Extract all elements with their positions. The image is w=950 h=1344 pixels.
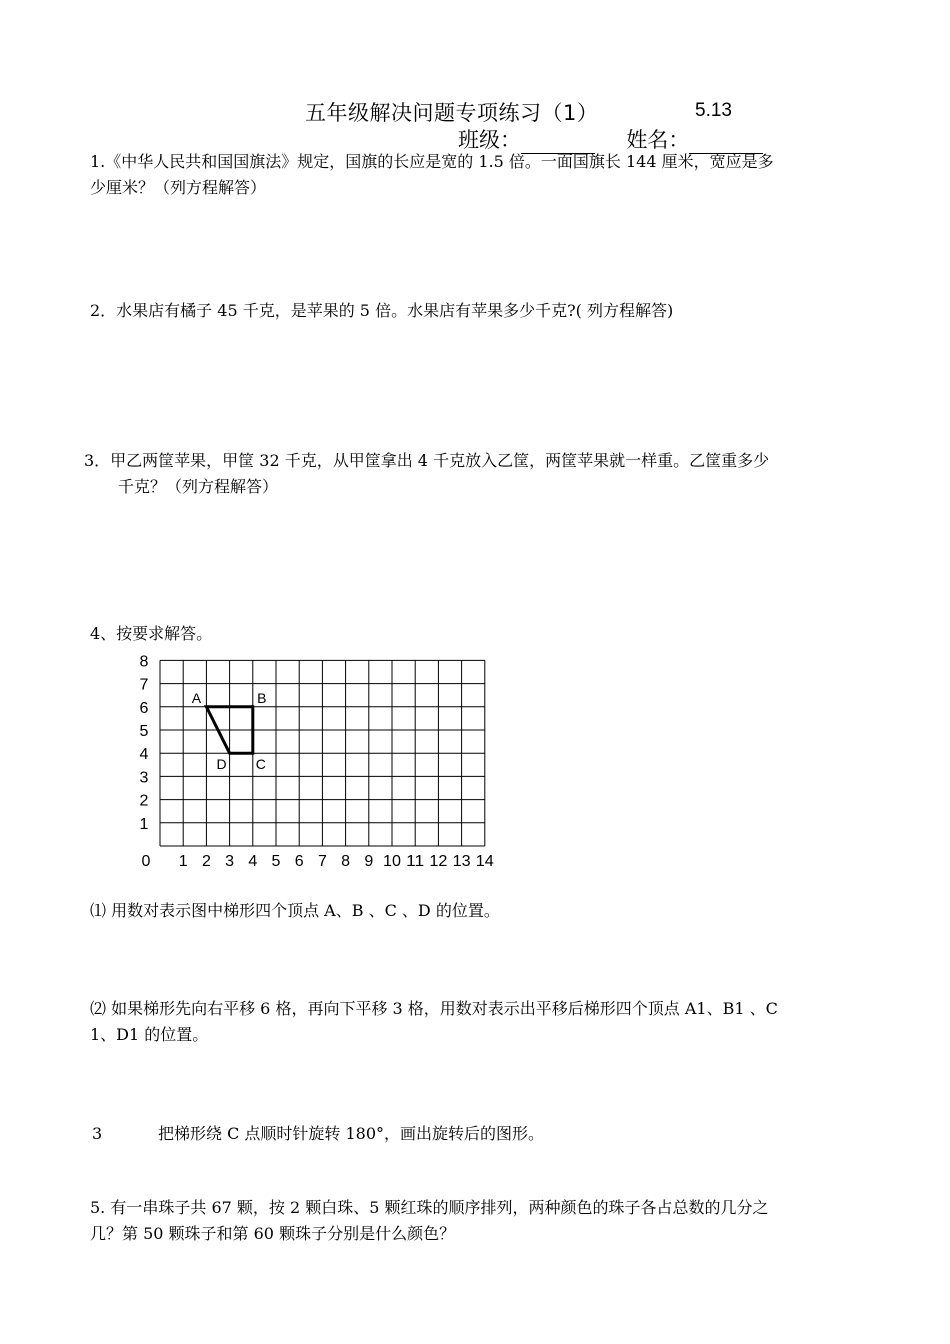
question-4: 4、按要求解答。	[90, 624, 213, 643]
y-tick-label: 3	[139, 769, 149, 787]
worksheet-title: 五年级解决问题专项练习（1）	[305, 101, 599, 125]
worksheet-date: 5.13	[695, 100, 732, 121]
vertex-label: C	[255, 756, 266, 773]
x-tick-label: 4	[248, 853, 258, 870]
y-tick-label: 2	[139, 792, 149, 810]
origin-label: 0	[141, 853, 151, 870]
grid-svg	[130, 648, 510, 874]
question-2: 2．水果店有橘子 45 千克，是苹果的 5 倍。水果店有苹果多少千克?( 列方程解答)	[90, 301, 674, 320]
x-tick-label: 14	[475, 853, 494, 870]
question-4-part-3-number: 3	[92, 1124, 103, 1143]
y-tick-label: 1	[139, 815, 149, 833]
y-tick-label: 8	[139, 653, 149, 671]
y-tick-label: 6	[139, 699, 149, 717]
x-tick-label: 12	[429, 853, 448, 870]
x-tick-label: 11	[406, 853, 425, 870]
coordinate-grid	[130, 648, 510, 874]
y-tick-label: 7	[139, 676, 149, 694]
question-1-line-2: 少厘米？（列方程解答）	[90, 178, 267, 197]
vertex-label: D	[216, 756, 227, 773]
x-tick-label: 5	[271, 853, 281, 870]
x-tick-label: 13	[452, 853, 471, 870]
x-tick-label: 3	[225, 853, 235, 870]
question-5-line-2: 几？第 50 颗珠子和第 60 颗珠子分别是什么颜色？	[90, 1224, 456, 1243]
y-tick-label: 4	[139, 746, 149, 764]
x-tick-label: 9	[364, 853, 374, 870]
x-tick-label: 6	[294, 853, 304, 870]
question-3-line-1: 3．甲乙两筐苹果，甲筐 32 千克，从甲筐拿出 4 千克放入乙筐，两筐苹果就一样重。乙筐重多少	[84, 451, 770, 470]
class-label: 班级：	[458, 128, 521, 152]
x-tick-label: 8	[341, 853, 351, 870]
question-3-line-2: 千克？（列方程解答）	[118, 477, 279, 496]
x-tick-label: 1	[178, 853, 188, 870]
x-tick-label: 10	[383, 853, 402, 870]
vertex-label: B	[257, 689, 267, 706]
question-4-part-1: ⑴ 用数对表示图中梯形四个顶点 A、B 、C 、D 的位置。	[90, 901, 500, 920]
x-tick-label: 7	[317, 853, 327, 870]
y-tick-label: 5	[139, 723, 149, 740]
x-tick-label: 2	[201, 853, 211, 870]
question-4-part-2-line-2: 1、D1 的位置。	[90, 1025, 209, 1044]
name-label: 姓名：	[626, 128, 690, 152]
question-1-line-1: 1.《中华人民共和国国旗法》规定，国旗的长应是宽的 1.5 倍。一面国旗长 144 厘米，宽应是多	[90, 152, 774, 171]
question-4-part-3: 把梯形绕 C 点顺时针旋转 180°，画出旋转后的图形。	[158, 1124, 545, 1143]
vertex-label: A	[191, 689, 202, 706]
question-5-line-1: 5. 有一串珠子共 67 颗，按 2 颗白珠、5 颗红珠的顺序排列，两种颜色的珠子各占总数的几分之	[90, 1198, 769, 1217]
question-4-part-2-line-1: ⑵ 如果梯形先向右平移 6 格，再向下平移 3 格，用数对表示出平移后梯形四个顶点 A1、B1 、C	[90, 999, 778, 1018]
